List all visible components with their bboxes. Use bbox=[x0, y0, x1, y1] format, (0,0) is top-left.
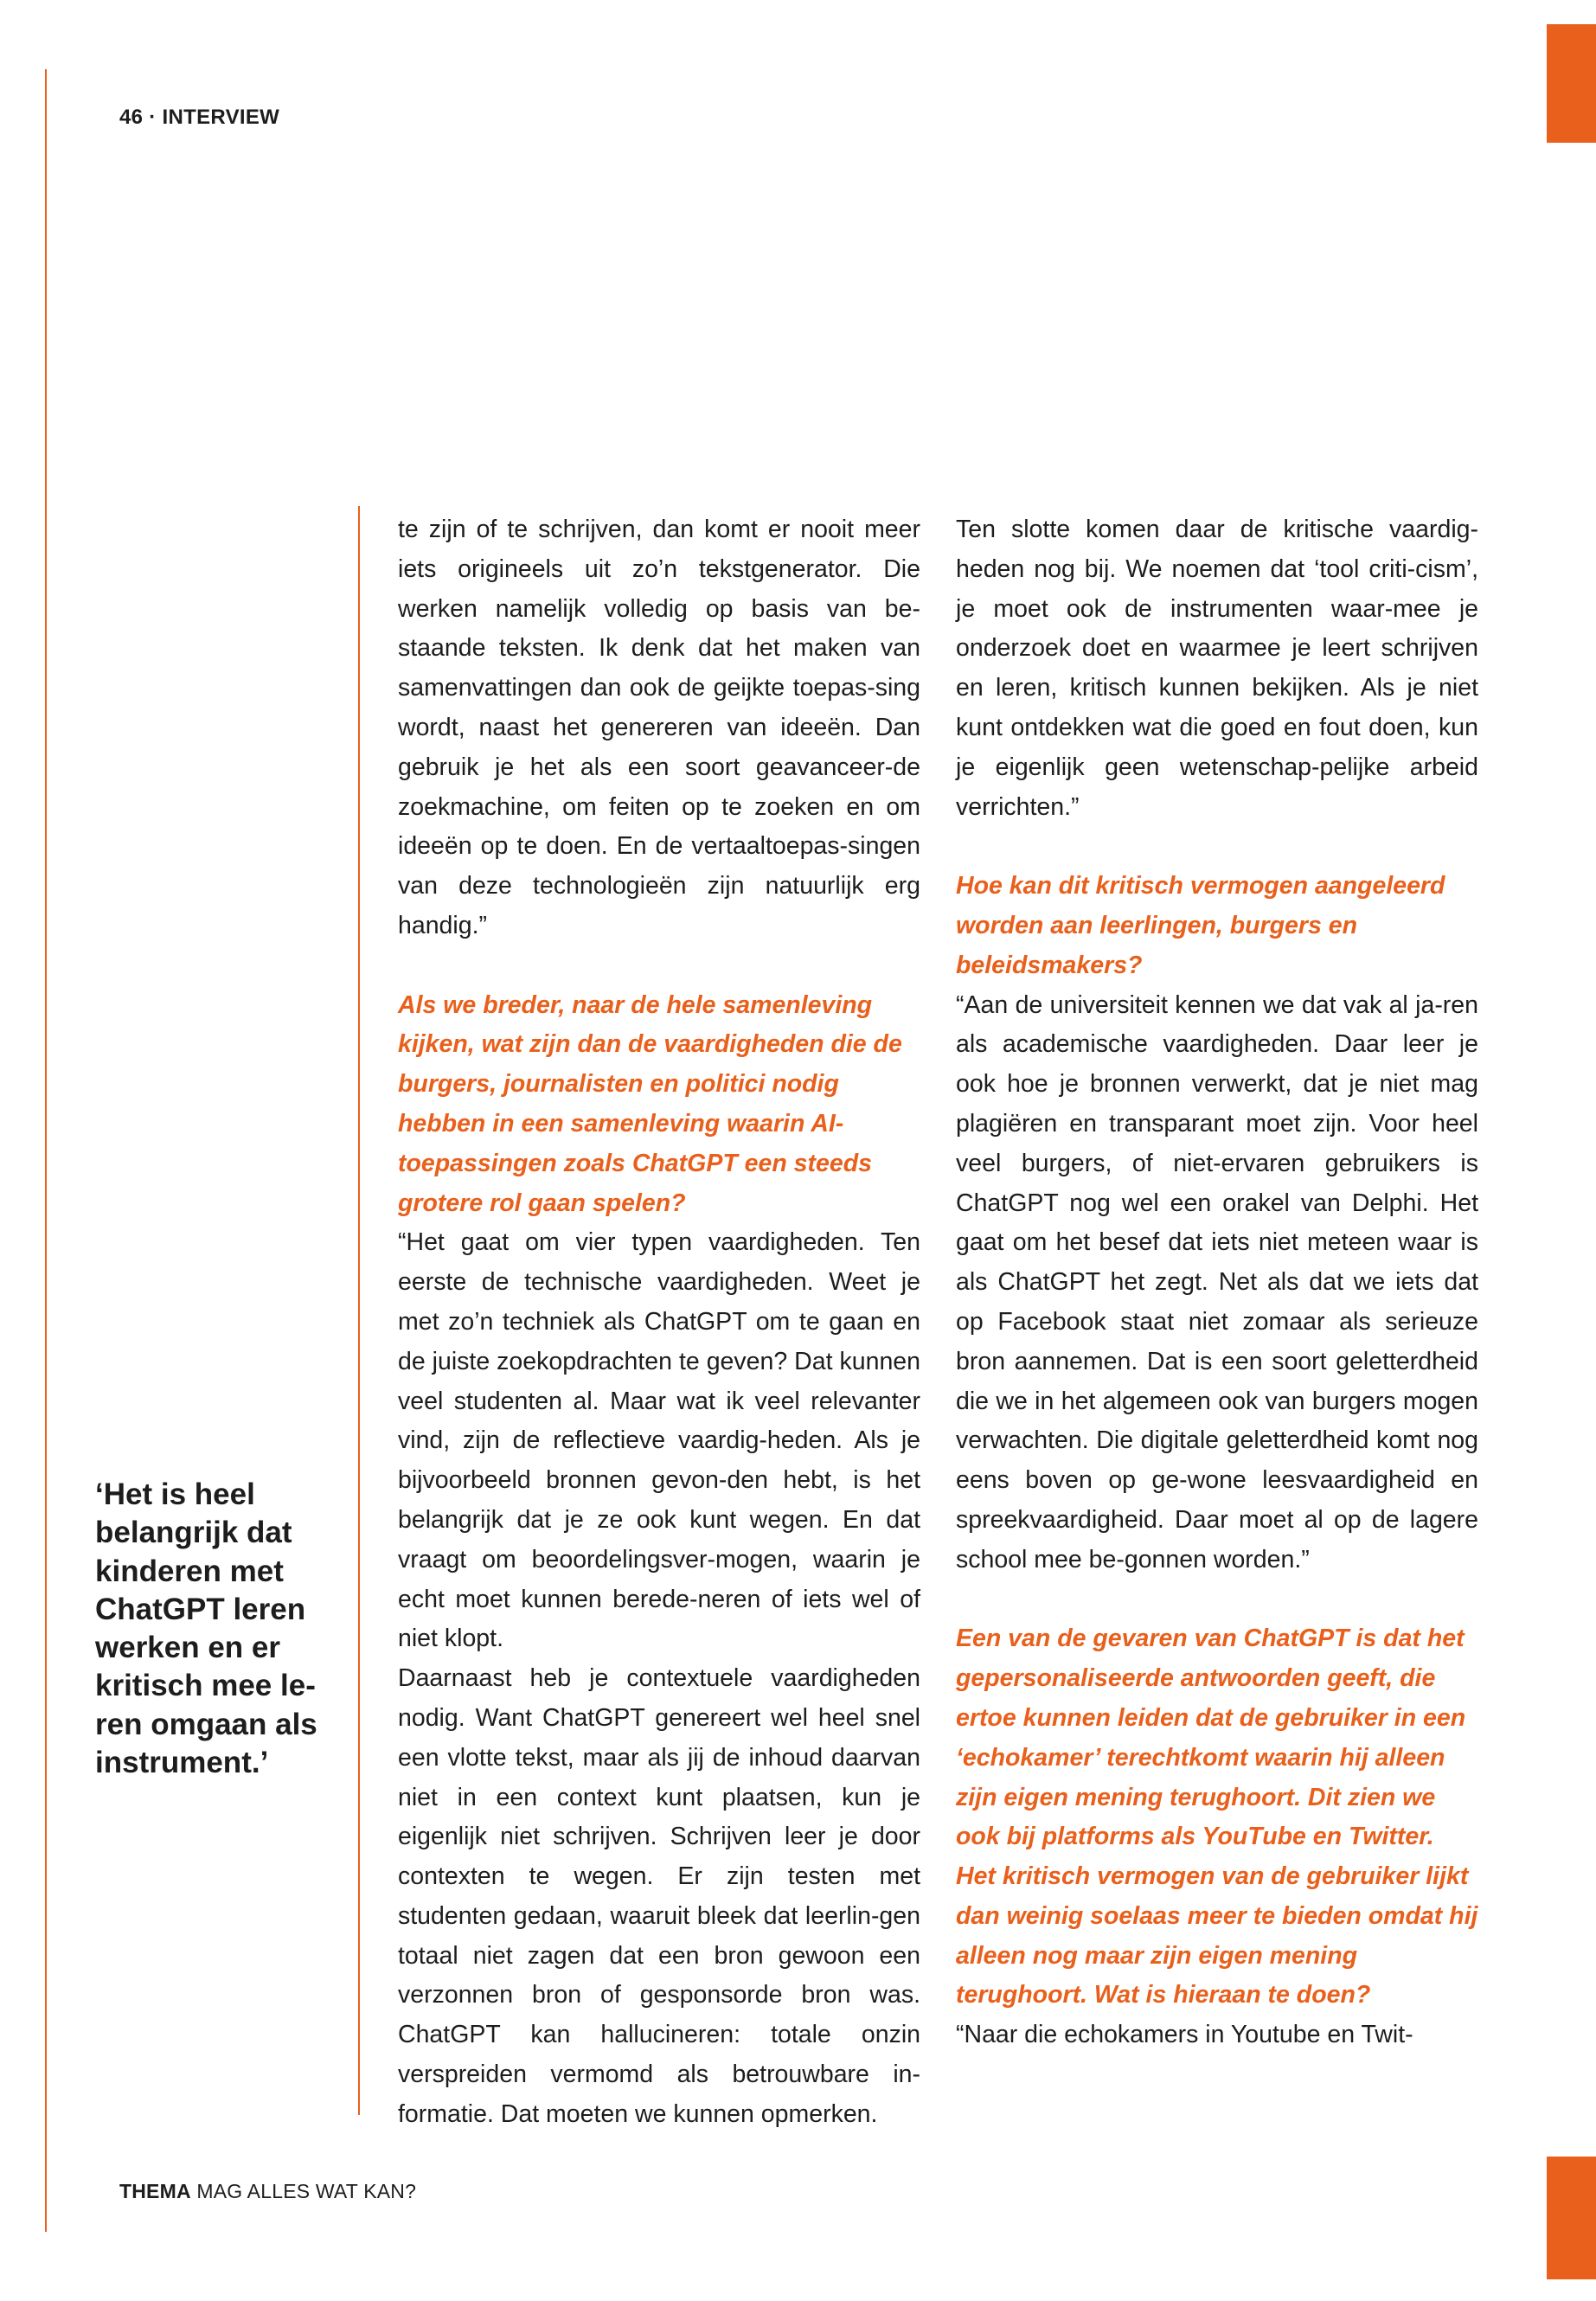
orange-edge-tab-bottom bbox=[1547, 2157, 1596, 2279]
page-margin-rule bbox=[45, 69, 47, 2232]
footer-magazine-name: THEMA bbox=[119, 2180, 191, 2202]
column-divider-rule bbox=[358, 506, 360, 2115]
body-paragraph: “Het gaat om vier typen vaardigheden. Ten eerste de technische vaardigheden. Weet je met zo’n techniek als ChatGPT om te gaan en de juiste zoekopdrachten te geven? Dat kunnen veel studenten al. Maar wat ik veel relevanter vind, zijn de reflectieve vaardig-heden. Als je bijvoorbeeld bronnen gevon-den hebt, is het belangrijk dat je ze ook kunt wegen. En dat vraagt om beoordelingsver-mogen, waarin je echt moet kunnen berede-neren of iets wel of niet klopt. bbox=[398, 1228, 920, 1653]
body-paragraph: “Aan de universiteit kennen we dat vak al ja-ren als academische vaardigheden. Daar leer je ook hoe je bronnen verwerkt, dat je niet mag plagiëren en transparant moet zijn. Voor heel veel burgers, of niet-ervaren gebruikers is ChatGPT nog wel een orakel van Delphi. Het gaat om het besef dat iets niet meteen waar is als ChatGPT het zegt. Net als dat we iets dat op Facebook staat niet zomaar als serieuze bron aannemen. Dat is een soort geletterdheid die we in het algemeen ook van burgers mogen verwachten. Die digitale geletterdheid komt nog eens boven op ge-wone leesvaardigheid en spreekvaardigheid. Daar moet al op de lagere school mee be-gonnen worden.” bbox=[956, 990, 1478, 1574]
interview-question: Een van de gevaren van ChatGPT is dat het gepersonaliseerde antwoorden geeft, die ertoe kunnen leiden dat de gebruiker in een ‘echokamer’ terechtkomt waarin hij alleen zijn eigen mening terughoort. Dit zien we ook bij platforms als YouTube en Twitter. Het kritisch vermogen van de gebruiker lijkt dan weinig soelaas meer te bieden omdat hij alleen nog maar zijn eigen mening terughoort. Wat is hieraan te doen? bbox=[956, 1625, 1478, 2009]
footer-magazine-title: MAG ALLES WAT KAN? bbox=[190, 2180, 417, 2202]
body-paragraph: Daarnaast heb je contextuele vaardigheden nodig. Want ChatGPT genereert wel heel snel een vlotte tekst, maar als jij de inhoud daarvan niet in een context kunt plaatsen, kun je eigenlijk niet schrijven. Schrijven leer je door contexten te wegen. Er zijn testen met studenten gedaan, waaruit bleek dat leerlin-gen totaal niet zagen dat een bron gewoon een verzonnen bron of gesponsorde bron was. ChatGPT kan hallucineren: totale onzin verspreiden vermomd als betrouwbare in-formatie. Dat moeten we kunnen opmerken. bbox=[398, 1664, 920, 2128]
running-header bbox=[119, 106, 279, 130]
text-column-2 bbox=[956, 510, 1478, 2055]
page-number: 46 bbox=[119, 106, 144, 129]
pull-quote: ‘Het is heel belangrijk dat kinderen met ChatGPT leren werken en er kritisch mee le-ren omgaan als instrument.’ bbox=[95, 1477, 317, 1780]
orange-edge-tab-top bbox=[1547, 24, 1596, 143]
body-paragraph: te zijn of te schrijven, dan komt er nooit meer iets origineels uit zo’n tekstgenerator. Die werken namelijk volledig op basis van be-staande teksten. Ik denk dat het maken van samenvattingen dan ook de geijkte toepas-sing wordt, naast het genereren van ideeën. Dan gebruik je het als een soort geavanceer-de zoekmachine, om feiten op te zoeken en om ideeën op te doen. En de vertaaltoepas-singen van deze technologieën zijn natuurlijk erg handig.” bbox=[398, 516, 920, 939]
interview-question: Hoe kan dit kritisch vermogen aangeleerd worden aan leerlingen, burgers en beleidsmakers? bbox=[956, 872, 1445, 979]
header-separator: · bbox=[143, 106, 163, 129]
running-footer bbox=[119, 2180, 416, 2203]
section-label: INTERVIEW bbox=[162, 106, 280, 129]
body-paragraph: “Naar die echokamers in Youtube en Twit- bbox=[956, 2021, 1413, 2049]
body-paragraph: Ten slotte komen daar de kritische vaardig-heden nog bij. We noemen dat ‘tool criti-cism’, je moet ook de instrumenten waar-mee je onderzoek doet en waarmee je leert schrijven en leren, kritisch kunnen bekijken. Als je niet kunt ontdekken wat die goed en fout doen, kun je eigenlijk geen wetenschap-pelijke arbeid verrichten.” bbox=[956, 516, 1478, 821]
interview-question: Als we breder, naar de hele samenleving kijken, wat zijn dan de vaardigheden die de burgers, journalisten en politici nodig hebben in een samenleving waarin AI-toepassingen zoals ChatGPT een steeds grotere rol gaan spelen? bbox=[398, 990, 902, 1217]
text-column-1 bbox=[398, 510, 920, 2135]
